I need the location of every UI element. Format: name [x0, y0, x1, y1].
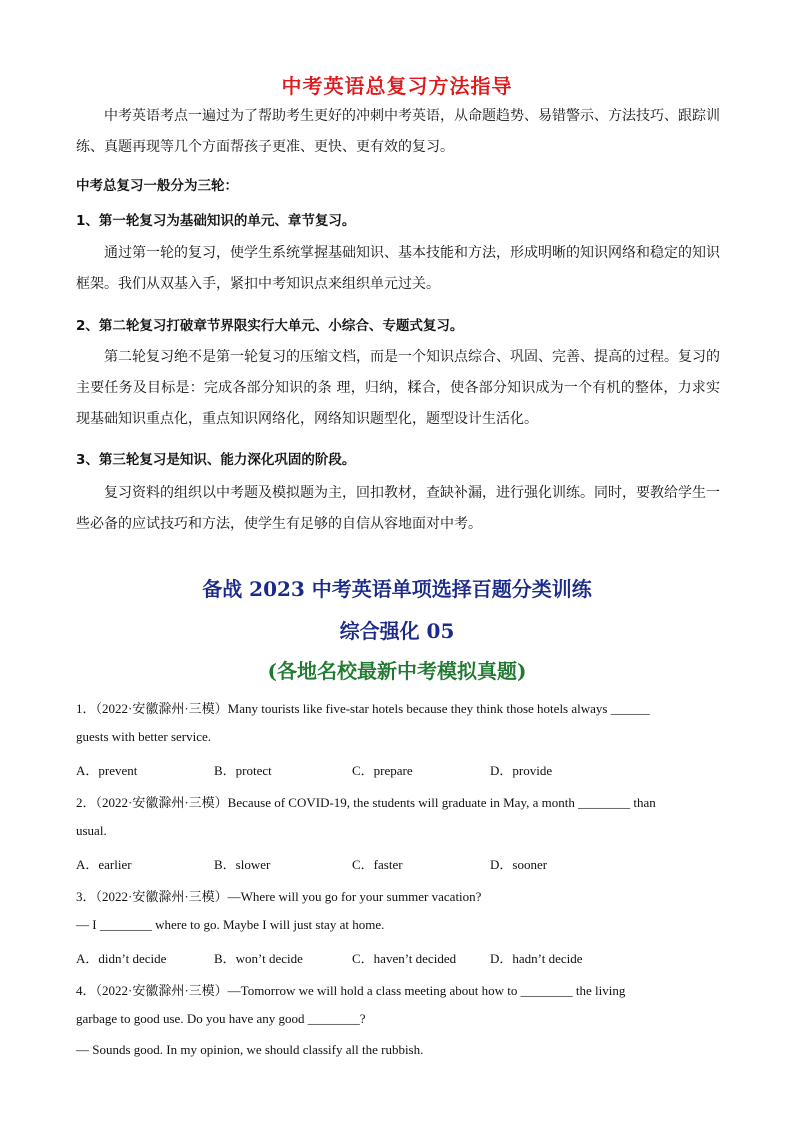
- question-2-option-d: D．sooner: [490, 857, 548, 872]
- question-1-option-c: C．prepare: [352, 763, 413, 778]
- question-1-stem-cont: guests with better service.: [76, 729, 212, 744]
- page-title: 中考英语总复习方法指导: [281, 74, 513, 98]
- question-3-option-a: A．didn’t decide: [76, 951, 167, 966]
- question-4-stem-cont: garbage to good use. Do you have any good ________?: [76, 1011, 366, 1026]
- round-3-heading: 3、第三轮复习是知识、能力深化巩固的阶段。: [76, 452, 356, 468]
- question-3-stem-cont: — I ________ where to go. Maybe I will just stay at home.: [76, 917, 385, 932]
- section-title: 备战 2023 中考英语单项选择百题分类训练: [202, 577, 592, 601]
- question-2-option-c: C．faster: [352, 857, 403, 872]
- round-2-heading: 2、第二轮复习打破章节界限实行大单元、小综合、专题式复习。: [76, 318, 464, 334]
- question-3-option-b: B．won’t decide: [214, 951, 303, 966]
- question-1-stem: 1．（2022·安徽滁州·三模）Many tourists like five-star hotels because they think those hotels always ______: [76, 701, 650, 716]
- round-2-body: 第二轮复习绝不是第一轮复习的压缩文档，而是一个知识点综合、巩固、完善、提高的过程。复习的主要任务及目标是：完成各部分知识的条 理，归纳，糅合，使各部分知识成为一个有机的整体，力求实现基础知识重点化，重点知识网络化，网络知识题型化，题型设计生活化。: [76, 349, 720, 427]
- question-1-option-d: D．provide: [490, 763, 553, 778]
- question-1-option-b: B．protect: [214, 763, 272, 778]
- question-4-stem: 4．（2022·安徽滁州·三模）—Tomorrow we will hold a class meeting about how to ________ the living: [76, 983, 626, 998]
- question-2-stem: 2．（2022·安徽滁州·三模）Because of COVID-19, the students will graduate in May, a month ________ than: [76, 795, 656, 810]
- round-3-body: 复习资料的组织以中考题及模拟题为主，回扣教材，查缺补漏，进行强化训练。同时，要教给学生一些必备的应试技巧和方法，使学生有足够的自信从容地面对中考。: [76, 485, 720, 532]
- question-4-reply: — Sounds good. In my opinion, we should classify all the rubbish.: [76, 1042, 424, 1057]
- question-3-option-d: D．hadn’t decide: [490, 951, 583, 966]
- question-1-option-a: A．prevent: [76, 763, 138, 778]
- question-2-stem-cont: usual.: [76, 823, 107, 838]
- round-1-heading: 1、第一轮复习为基础知识的单元、章节复习。: [76, 213, 356, 229]
- section-source-note: (各地名校最新中考模拟真题): [267, 659, 527, 683]
- question-2-option-b: B．slower: [214, 857, 271, 872]
- section-subtitle: 综合强化 05: [339, 619, 455, 643]
- overview-heading: 中考总复习一般分为三轮：: [76, 178, 238, 194]
- question-2-option-a: A．earlier: [76, 857, 132, 872]
- intro-paragraph: 中考英语考点一遍过为了帮助考生更好的冲刺中考英语，从命题趋势、易错警示、方法技巧、跟踪训练、真题再现等几个方面帮孩子更准、更快、更有效的复习。: [76, 108, 720, 155]
- question-3-option-c: C．haven’t decided: [352, 951, 457, 966]
- question-3-stem: 3．（2022·安徽滁州·三模）—Where will you go for your summer vacation?: [76, 889, 482, 904]
- round-1-body: 通过第一轮的复习，使学生系统掌握基础知识、基本技能和方法，形成明晰的知识网络和稳定的知识框架。我们从双基入手，紧扣中考知识点来组织单元过关。: [76, 245, 720, 292]
